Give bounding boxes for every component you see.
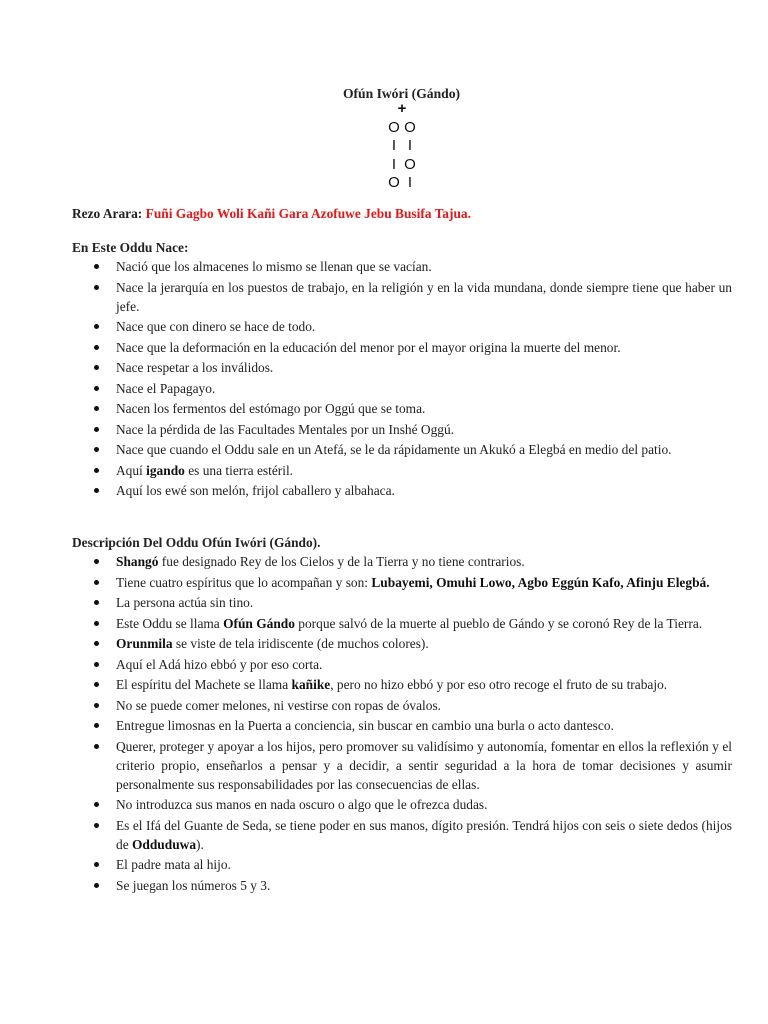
bold-text: Shangó [116,554,159,569]
text-segment: No introduzca sus manos en nada oscuro o algo que le ofrezca dudas. [116,797,488,812]
text-segment: Aquí [116,462,147,478]
text-segment: Nace que cuando el Oddu sale en un Atefá, se le da rápidamente un Akukó a Elegbá en medio del patio. [116,442,672,457]
list-item [72,481,732,500]
list-item [72,675,732,694]
list-item [72,461,732,480]
bold-text: kañike [291,677,331,692]
sign-mark: I [407,174,413,191]
list-item [72,399,732,418]
text-segment: Nace la pérdida de las Facultades Mentales por un Inshé Oggú. [116,421,455,437]
text-segment: Se juegan los números 5 y 3. [116,877,271,893]
text-segment: fue designado Rey de los Cielos y de la Tierra y no tiene contrarios. [158,554,525,569]
text-segment: Nace que con dinero se hace de todo. [116,319,316,334]
list-item [72,855,732,874]
bold-text: Lubayemi, Omuhi Lowo, Agbo Eggún Kafo, Afinju Elegbá. [371,574,710,590]
section-heading-descripcion: Descripción Del Oddu Ofún Iwóri (Gándo). [72,535,321,550]
list-item [72,655,732,674]
text-segment: es una tierra estéril. [184,462,294,478]
sign-mark: O [404,118,416,136]
list-item [72,876,732,895]
text-segment: Nacen los fermentos del estómago por Oggú que se toma. [116,401,426,416]
oddu-sign [387,100,417,193]
bold-text: Ofún Gándo [223,615,295,631]
sign-mark: O [388,118,400,136]
list-item [72,257,732,276]
rezo-line [72,204,471,223]
list-item [72,440,732,459]
list-item [72,278,732,316]
text-segment: Aquí los ewé son melón, frijol caballero y albahaca. [116,483,395,498]
text-segment: Es el Ifá del Guante de Seda, se tiene poder en sus manos, dígito presión. Tendrá hijos con seis o siete dedos (hijos de [116,817,732,852]
list-item [72,338,732,357]
list-item [72,614,732,633]
sign-mark: I [407,137,413,154]
list-item [72,737,732,794]
text-segment: Querer, proteger y apoyar a los hijos, pero promover su validísimo y autonomía, fomentar en ellos la reflexión y el criterio propio, enseñarlos a pensar y a decidir, a sentir seguridad a la hora de tomar decisiones y asumir personalmente sus responsabilidades por las consecuencias de ellas. [116,738,732,792]
list-item [72,593,732,612]
text-segment: La persona actúa sin tino. [116,595,254,610]
page-title: Ofún Iwóri (Gándo) [342,86,461,101]
text-segment: ). [196,836,204,852]
bold-text: Orunmila [116,636,173,651]
list-item [72,573,732,592]
text-segment: se viste de tela iridiscente (de muchos colores). [172,636,429,651]
list-item [72,795,732,814]
sign-mark: O [388,174,400,191]
bold-text: Odduduwa [132,836,197,852]
text-segment: El padre mata al hijo. [116,857,231,872]
text-segment: Tiene cuatro espíritus que lo acompañan y son: [116,574,372,590]
list-item [72,379,732,398]
text-segment: Nació que los almacenes lo mismo se llenan que se vacían. [116,259,432,274]
list-item [72,358,732,377]
text-segment: porque salvó de la muerte al pueblo de Gándo y se coronó Rey de la Tierra. [294,615,703,631]
list-item [72,317,732,336]
text-segment: , pero no hizo ebbó y por eso otro recoge el fruto de su trabajo. [330,677,668,692]
list-item [72,552,732,571]
text-segment: Nace la jerarquía en los puestos de trabajo, en la religión y en la vida mundana, donde siempre tiene que haber un jefe. [116,279,732,314]
list-item [72,634,732,653]
sign-mark: I [391,155,397,173]
list-item [72,716,732,735]
text-segment: Nace el Papagayo. [116,380,216,396]
text-segment: Este Oddu se llama [116,615,224,631]
section-heading-nace: En Este Oddu Nace: [72,240,189,255]
sign-mark: I [391,137,397,154]
plus-mark: + [397,100,407,117]
nace-list [72,257,732,502]
bold-text: igando [146,462,185,478]
rezo-text: Fuñi Gagbo Woli Kañi Gara Azofuwe Jebu Busifa Tajua. [145,206,471,221]
text-segment: Nace que la deformación en la educación del menor por el mayor origina la muerte del menor. [116,339,621,355]
sign-mark: O [404,155,416,173]
text-segment: No se puede comer melones, ni vestirse con ropas de óvalos. [116,697,442,713]
text-segment: Entregue limosnas en la Puerta a conciencia, sin buscar en cambio una burla o acto dantesco. [116,718,614,733]
rezo-label: Rezo Arara: [72,206,143,221]
list-item [72,696,732,715]
text-segment: Aquí el Adá hizo ebbó y por eso corta. [116,656,323,672]
text-segment: El espíritu del Machete se llama [116,677,292,692]
descripcion-list [72,552,732,896]
list-item [72,420,732,439]
list-item [72,816,732,854]
text-segment: Nace respetar a los inválidos. [116,360,274,375]
